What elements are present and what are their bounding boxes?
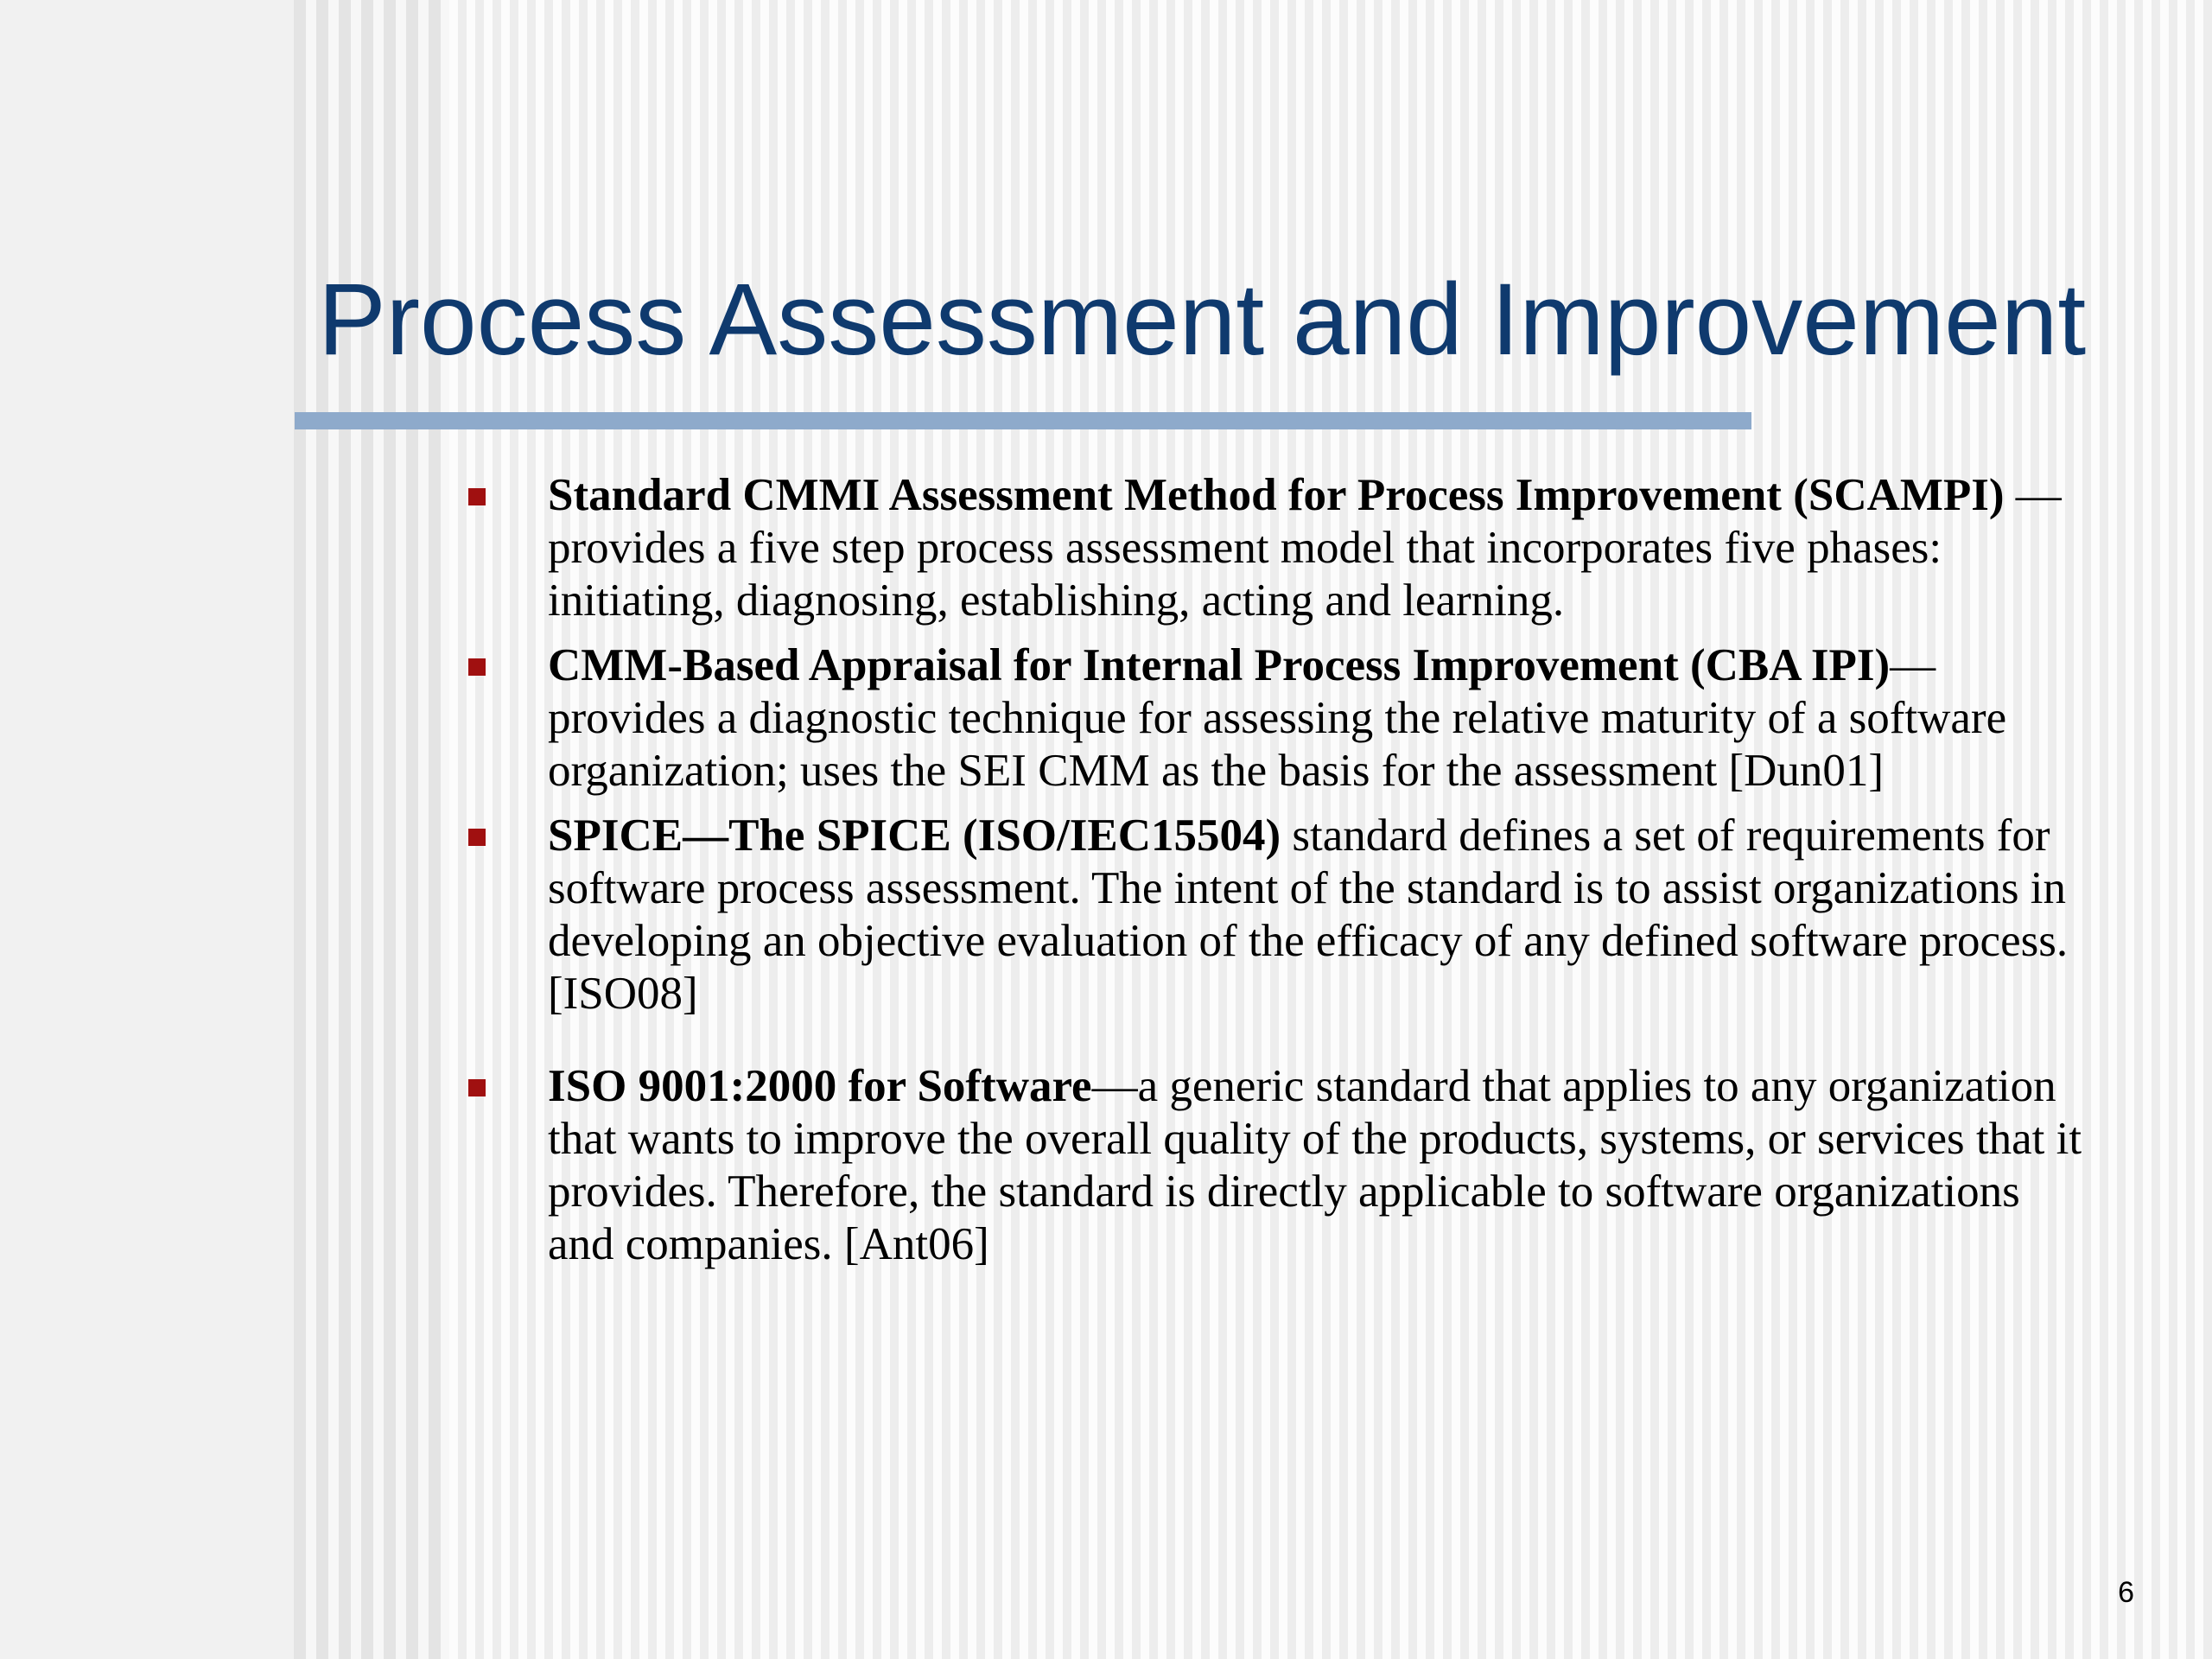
- bullet-text: —provides a diagnostic technique for assessing the relative maturity of a software organization; uses the SEI CMM as the basis for the assessment [Dun01]: [548, 640, 2007, 796]
- bullet-item-iso-9001: [467, 1060, 2091, 1271]
- bullet-text: —a generic standard that applies to any organization that wants to improve the overall quality of the products, systems, or services that it provides. Therefore, the standard is directly applicable to software organizations and companies. [Ant06]: [548, 1061, 2082, 1269]
- bullet-term: ISO 9001:2000 for Software: [548, 1061, 1092, 1111]
- bullet-text: standard defines a set of requirements for software process assessment. The intent of the standard is to assist organizations in developing an objective evaluation of the efficacy of any defined software process. [ISO08]: [548, 810, 2069, 1019]
- background-left-band: [0, 0, 294, 1659]
- bullet-list: [467, 469, 2091, 1283]
- bullet-term: CMM-Based Appraisal for Internal Process Improvement (CBA IPI): [548, 640, 1891, 690]
- bullet-item-cba-ipi: [467, 639, 2091, 798]
- square-bullet-icon: [468, 1079, 486, 1096]
- square-bullet-icon: [468, 488, 486, 505]
- slide-title: Process Assessment and Improvement: [318, 263, 2087, 377]
- bullet-term: SPICE—The SPICE (ISO/IEC15504): [548, 810, 1281, 861]
- bullet-text: — provides a five step process assessment model that incorporates five phases: initiating, diagnosing, establishing, acting and learning.: [548, 470, 2062, 626]
- square-bullet-icon: [468, 658, 486, 676]
- bullet-item-spice: [467, 810, 2091, 1020]
- square-bullet-icon: [468, 829, 486, 846]
- background-stripes: [294, 0, 449, 1659]
- bullet-term: Standard CMMI Assessment Method for Process Improvement (SCAMPI): [548, 470, 2005, 520]
- bullet-item-scampi: [467, 469, 2091, 627]
- page-number: 6: [2118, 1576, 2134, 1609]
- title-underline: [295, 412, 1751, 429]
